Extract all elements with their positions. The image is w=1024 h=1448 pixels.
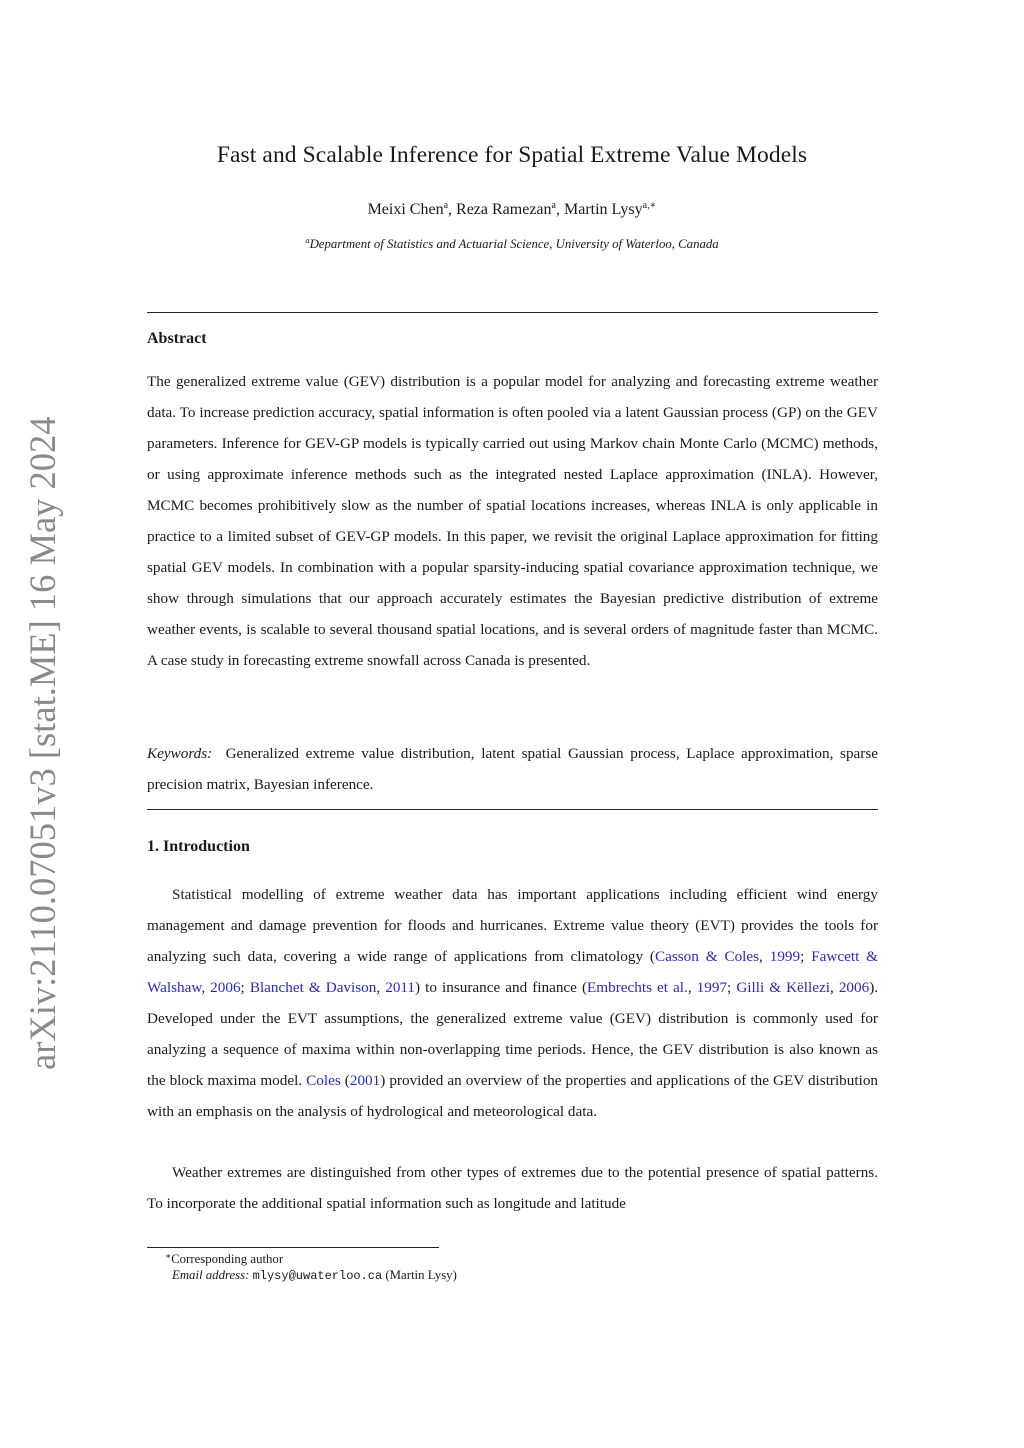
paragraph-text: ) to insurance and finance ( [415, 979, 588, 996]
author-name: Martin Lysy [563, 201, 643, 218]
abstract-top-rule [147, 312, 878, 313]
paragraph-text: ; [800, 948, 812, 965]
citation-link[interactable]: 1997 [696, 979, 728, 996]
paragraph-text: , [687, 979, 697, 996]
author-affiliation-mark: a [443, 200, 449, 211]
author-list [0, 200, 1024, 219]
paragraph-text: ) provided an overview of the properties and applications of the GEV distribution with an emphasis on the analysis of hydrological and meteorological data. [147, 1072, 879, 1120]
paragraph-text: Statistical modelling of extreme weather data has important applications including efficient wind energy management and damage prevention for floods and hurricanes. Extreme value theory (EVT) provides the tools for analyzing such data, covering a wide range of applications from climatology ( [147, 886, 878, 965]
email-owner: (Martin Lysy) [385, 1268, 457, 1282]
email-label: Email address: [172, 1268, 250, 1282]
paragraph-text: , [376, 979, 386, 996]
paragraph-text: ). Developed under the EVT assumptions, the generalized extreme value (GEV) distribution is commonly used for analyzing a sequence of maxima within non-overlapping time periods. Hence, the GEV distribution is also known as the block maxima model. [147, 979, 879, 1089]
author-name: Meixi Chen [367, 201, 444, 218]
citation-link[interactable]: 1999 [769, 948, 801, 965]
introduction-paragraph-1 [147, 879, 878, 1127]
abstract-heading: Abstract [147, 330, 207, 347]
footnote-email [172, 1268, 457, 1283]
author-affiliation-mark: a,∗ [642, 200, 657, 211]
paragraph-text: , [759, 948, 770, 965]
author-separator: , [448, 201, 457, 218]
paper-title: Fast and Scalable Inference for Spatial Extreme Value Models [216, 142, 808, 168]
author-name: Reza Ramezan [456, 201, 552, 218]
abstract-bottom-rule [147, 809, 878, 810]
citation-link[interactable]: Gilli & Këllezi [736, 979, 830, 996]
keywords-label: Keywords: [147, 745, 213, 762]
paragraph-text: , [829, 979, 839, 996]
paragraph-text: ( [340, 1072, 350, 1089]
author-separator: , [555, 201, 564, 218]
keywords [147, 738, 878, 800]
affiliation [0, 235, 1024, 252]
affiliation-text: Department of Statistics and Actuarial Science, University of Waterloo, Canada [309, 237, 719, 251]
citation-link[interactable]: 2006 [838, 979, 870, 996]
citation-link[interactable]: Embrechts et al. [587, 979, 688, 996]
citation-link[interactable]: Coles [306, 1072, 341, 1089]
citation-link[interactable]: Fawcett & Walshaw [147, 948, 878, 996]
footnote-mark: ∗ [165, 1251, 172, 1261]
footnote-corresponding-author [165, 1251, 283, 1267]
paragraph-text: , [201, 979, 211, 996]
section-heading-introduction: 1. Introduction [147, 838, 250, 855]
abstract-text: The generalized extreme value (GEV) distribution is a popular model for analyzing and forecasting extreme weather data. To increase prediction accuracy, spatial information is often pooled via a latent Gaussian process (GP) on the GEV parameters. Inference for GEV-GP models is typically carried out using Markov chain Monte Carlo (MCMC) methods, or using approximate inference methods such as the integrated nested Laplace approximation (INLA). However, MCMC becomes prohibitively slow as the number of spatial locations increases, whereas INLA is only applicable in practice to a limited subset of GEV-GP models. In this paper, we revisit the original Laplace approximation for fitting spatial GEV models. In combination with a popular sparsity-inducing spatial covariance approximation technique, we show through simulations that our approach accurately estimates the Bayesian predictive distribution of extreme weather events, is scalable to several thousand spatial locations, and is several orders of magnitude faster than MCMC. A case study in forecasting extreme snowfall across Canada is presented. [147, 373, 878, 669]
paragraph-text: ; [240, 979, 250, 996]
citation-link[interactable]: 2001 [349, 1072, 381, 1089]
author-affiliation-mark: a [551, 200, 556, 211]
keywords-text: Generalized extreme value distribution, latent spatial Gaussian process, Laplace approximation, sparse precision matrix, Bayesian inference. [147, 745, 879, 793]
email-address[interactable]: mlysy@uwaterloo.ca [252, 1269, 383, 1283]
citation-link[interactable]: 2011 [385, 979, 416, 996]
arxiv-identifier: arXiv:2110.07051v3 [stat.ME] 16 May 2024 [22, 416, 63, 1070]
affiliation-mark: a [305, 235, 310, 245]
paragraph-text: ; [727, 979, 737, 996]
citation-link[interactable]: 2006 [210, 979, 241, 996]
introduction-paragraph-2: Weather extremes are distinguished from other types of extremes due to the potential presence of spatial patterns. To incorporate the additional spatial information such as longitude and latitude [147, 1164, 878, 1212]
footnote-text: Corresponding author [171, 1252, 284, 1266]
footnote-rule [147, 1247, 439, 1248]
citation-link[interactable]: Blanchet & Davison [249, 979, 377, 996]
citation-link[interactable]: Casson & Coles [654, 948, 760, 965]
